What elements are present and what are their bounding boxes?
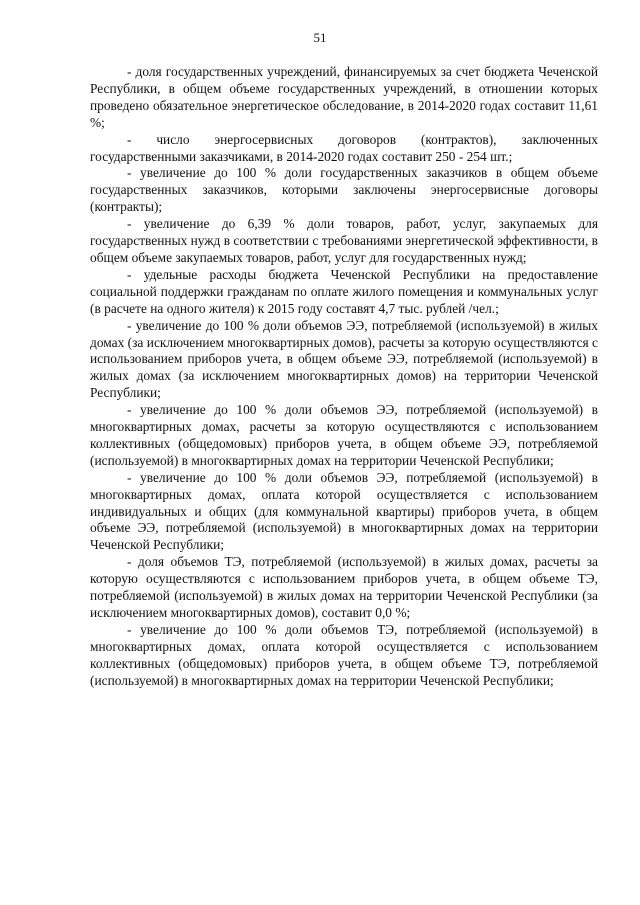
paragraph-item: - увеличение до 100 % доли объемов ЭЭ, потребляемой (используемой) в многоквартирных домах, оплата которой осуществляется с использованием индивидуальных и общих (для коммунальной квартиры) приборов учета, в общем объеме ЭЭ, потребляемой (используемой) в многоквартирных домах на территории Чеченской Республики; (90, 469, 598, 553)
paragraph-item: - удельные расходы бюджета Чеченской Республики на предоставление социальной поддержки гражданам по оплате жилого помещения и коммунальных услуг (в расчете на одного жителя) к 2015 году составят 4,7 тыс. рублей /чел.; (90, 266, 598, 316)
paragraph-item: - доля объемов ТЭ, потребляемой (используемой) в жилых домах, расчеты за которую осуществляются с использованием приборов учета, в общем объеме ТЭ, потребляемой (используемой) в жилых домах на территории Чеченской Республики (за исключением многоквартирных домов), составит 0,0 %; (90, 554, 598, 620)
paragraph-item: - доля государственных учреждений, финансируемых за счет бюджета Чеченской Республики, в общем объеме государственных учреждений, в отношении которых проведено обязательное энергетическое обследование, в 2014-2020 годах составит 11,61 %; (90, 64, 598, 130)
paragraph-item: - увеличение до 100 % доли объемов ЭЭ, потребляемой (используемой) в многоквартирных домах, расчеты за которую осуществляются с использованием коллективных (общедомовых) приборов учета, в общем объеме ЭЭ, потребляемой (используемой) в многоквартирных домах на территории Чеченской Республики; (90, 402, 598, 468)
page-number: 51 (313, 30, 327, 45)
document-body (90, 64, 598, 690)
paragraph-item: - увеличение до 6,39 % доли товаров, работ, услуг, закупаемых для государственных нужд в соответствии с требованиями энергетической эффективности, в общем объеме закупаемых товаров, работ, услуг для государственных нужд; (90, 216, 598, 265)
paragraph-item: - увеличение до 100 % доли объемов ЭЭ, потребляемой (используемой) в жилых домах (за исключением многоквартирных домов), расчеты за которую осуществляются с использованием приборов учета, в общем объеме ЭЭ, потребляемой (используемой) в жилых домах (за исключением многоквартирных домов) на территории Чеченской Республики; (90, 317, 598, 401)
paragraph-item: - увеличение до 100 % доли объемов ТЭ, потребляемой (используемой) в многоквартирных домах, оплата которой осуществляется с использованием коллективных (общедомовых) приборов учета, в общем объеме ТЭ, потребляемой (используемой) в многоквартирных домах на территории Чеченской Республики; (90, 621, 598, 688)
paragraph-item: - число энергосервисных договоров (контрактов), заключенных государственными заказчиками, в 2014-2020 годах составит 250 - 254 шт.; (90, 131, 598, 164)
paragraph-item: - увеличение до 100 % доли государственных заказчиков в общем объеме государственных заказчиков, которыми заключены энергосервисные договоры (контракты); (90, 165, 598, 215)
